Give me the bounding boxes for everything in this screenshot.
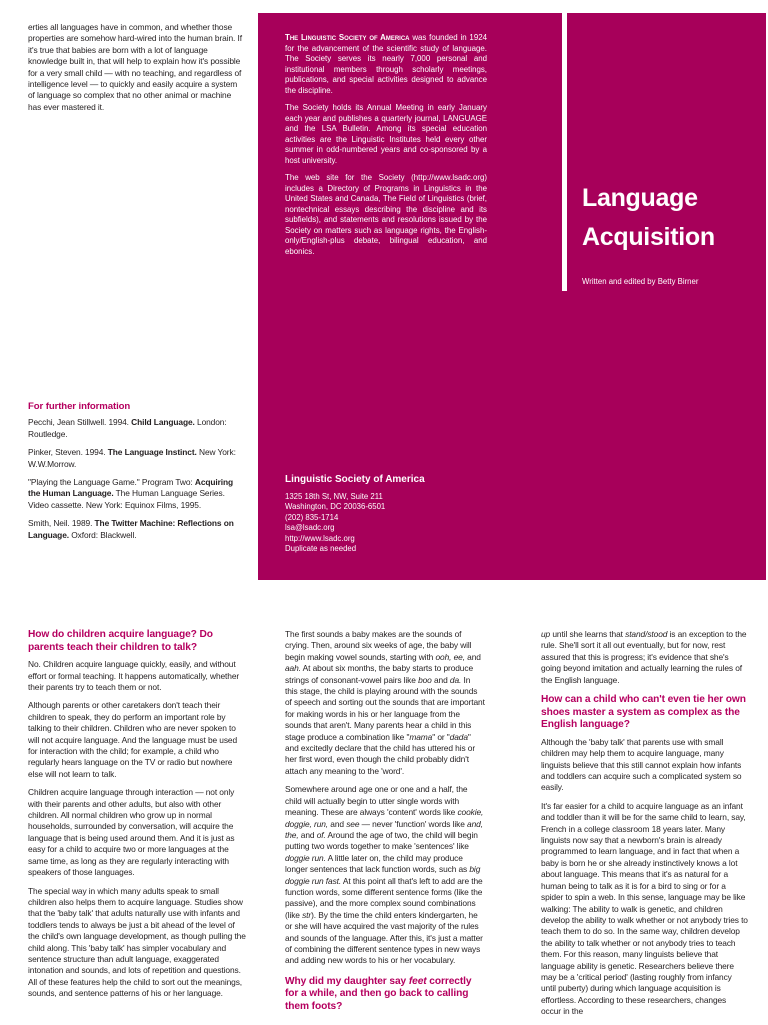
further-info-heading: For further information — [28, 401, 131, 412]
paragraph: The special way in which many adults speak to small children also helps them to acquire language. Studies show that the 'baby talk' that adults naturally use with infants and toddlers tends to always be just a bit ahead of the level of the child's own language development, as though pulling the child along. This 'baby talk' has simpler vocabulary and sentence structure than adult language, exaggerated intonation and sounds, and lots of repetition and questions. All of these features help the child to sort out the meanings, sounds, and sentence patterns of his or her language. — [28, 885, 246, 999]
text: — never 'function' words like — [359, 818, 468, 829]
bottom-middle-column — [285, 629, 485, 1019]
reference-title: Child Language. — [131, 417, 195, 428]
example: up — [541, 629, 551, 639]
text: At this point all that's left to add are the function words, some different sentence forms (like the passive), and the more complex sound combinations (like — [285, 875, 483, 920]
contact-address-2: Washington, DC 20036-6501 — [285, 502, 386, 512]
bottom-right-column — [541, 629, 748, 1025]
example: of. — [316, 829, 326, 840]
reference-publisher: New York: W.W.Morrow. — [28, 447, 236, 469]
reference-author: Pecchi, Jean Stillwell. 1994. — [28, 417, 132, 428]
example: da. — [449, 674, 462, 685]
byline: Written and edited by Betty Birner — [582, 277, 699, 286]
paragraph: It's far easier for a child to acquire language as an infant and toddler than it will be for the same child to learn, say, French in a college classroom 18 years later. Many linguists now say that a newborn's brain is already programmed to learn language, and in fact that when a baby is born he or she already instinctively knows a lot about language. This means that it's as natural for a human being to talk as it is for a bird to sing or for a spider to spin a web. In this sense, language may be like walking: The ability to walk is genetic, and children develop the ability to walk whether or not anybody tries to teach them to do so. In the same way, children develop the ability to talk whether or not anybody tries to teach them. For this reason, many linguists believe that language ability is genetic. Researchers believe there may be a 'critical period' (lasting roughly from infancy until puberty) during which language acquisition is effortless. According to these researchers, changes occur in the — [541, 800, 748, 1017]
text: The first sounds a baby makes are the sounds of crying. Then, around six weeks of age, the baby will begin making vowel sounds, starting with — [285, 629, 472, 662]
reference-publisher: London: Routledge. — [28, 417, 227, 439]
text: Around the age of two, the child will begin putting two words together to make 'sentences' like — [285, 829, 478, 852]
society-para-2: The Society holds its Annual Meeting in early January each year and publishes a quarterly journal, LANGUAGE and the LSA Bulletin. Among its special education activities are the Linguistic Institutes held every other summer in odd-numbered years and co-sponsored by a host university. — [285, 103, 487, 165]
section-heading-shoes: How can a child who can't even tie her own shoes master a system as complex as the English language? — [541, 694, 746, 731]
text: until she learns that — [550, 629, 626, 639]
text: and — [431, 674, 450, 685]
reference-publisher: The Human Language Series. Video cassette. New York: Equinox Films, 1995. — [28, 488, 225, 510]
text: and — [298, 829, 317, 840]
document-title — [582, 179, 715, 257]
example: doggie run. — [285, 852, 326, 863]
section-heading-how-do-children: How do children acquire language? Do parents teach their children to talk? — [28, 629, 213, 653]
example: aah. — [285, 663, 301, 674]
example: big doggie run fast. — [285, 864, 481, 886]
example: dada — [449, 731, 468, 742]
reference-author: Pinker, Steven. 1994. — [28, 447, 108, 458]
reference-title: The Twitter Machine: Reflections on Language. — [28, 518, 234, 540]
text: correctly for a while, and then go back to calling them foots? — [285, 975, 472, 1012]
top-left-column — [28, 22, 243, 120]
contact-website: http://www.lsadc.org — [285, 533, 355, 543]
reference-publisher: Oxford: Blackwell. — [68, 529, 137, 540]
paragraph: Although parents or other caretakers don't teach their children to speak, they do perform an important role by talking to their children. Children who are never spoken to will not acquire language. And the language must be used for interaction with the child; for example, a child who regularly hears language on the TV or radio but nowhere else will not learn to talk. — [28, 700, 238, 779]
cover-panel — [258, 13, 766, 580]
society-para-3: The web site for the Society (http://www.lsadc.org) includes a Directory of Programs in Linguistics in the United States and Canada, The Field of Linguistics (brief, nontechnical essays describing the discipline and its subfields), and statements and resolutions issued by the Society on matters such as language rights, the English-only/English-plus debate, bilingual education, and ebonics. — [285, 173, 487, 256]
reference-title: Acquiring the Human Language. — [28, 477, 234, 499]
panel-divider-line — [562, 13, 567, 291]
title-line-1: Language — [582, 184, 698, 212]
contact-address-1: 1325 18th St, NW, Suite 211 — [285, 492, 383, 501]
paragraph: No. Children acquire language quickly, easily, and without effort or formal teaching. It happens automatically, whether their parents try to teach them or not. — [28, 659, 240, 692]
text: Somewhere around age one or one and a half, the child will actually begin to utter single words with meaning. These are always 'content' words like — [285, 784, 468, 818]
paragraph-first-sounds — [285, 629, 485, 777]
society-para-1-text: was founded in 1924 for the advancement of the scientific study of language. The Society serves its nearly 7,000 personal and institutional members through scholarly meetings, publications, and special activities designed to advance the discipline. — [285, 33, 487, 95]
society-description — [285, 33, 487, 264]
contact-block — [285, 474, 505, 554]
text: and — [328, 818, 347, 829]
paragraph-single-words — [285, 784, 485, 967]
example: feet — [408, 975, 427, 987]
reference-list — [28, 417, 243, 541]
bottom-left-column — [28, 629, 246, 1007]
reference-item — [28, 518, 243, 541]
contact-heading: Linguistic Society of America — [285, 474, 425, 485]
example: and, the, — [285, 818, 483, 840]
text: " or " — [432, 731, 450, 742]
reference-item — [28, 447, 243, 470]
example: boo — [418, 674, 432, 685]
paragraph: Although the 'baby talk' that parents use with small children may help them to acquire language, many linguists believe that this still cannot explain how infants and toddlers can acquire such a complicated system so easily. — [541, 736, 742, 793]
section-heading-feet — [285, 976, 485, 1014]
text: In this stage, the child is playing around with the sounds of speech and sorting out the sounds that are important for making words in his or her language from the sounds that aren't. Many parents hear a child in this stage produce a combination like " — [285, 674, 485, 742]
example: see — [346, 818, 360, 829]
reference-author: Smith, Neil. 1989. — [28, 518, 95, 529]
text: and — [464, 651, 481, 662]
example: stand/stood — [625, 629, 668, 639]
paragraph: Children acquire language through interaction — not only with their parents and other adults, but also with other children. All normal children who grow up in normal households, surrounded by conversation, will acquire the language that is being used around them. And it is just as easy for a child to acquire two or more languages at the same time, as long as they are regularly interacting with speakers of those languages. — [28, 787, 235, 878]
text: ). By the time the child enters kindergarten, he or she will have acquired the vast majority of the rules and sounds of the language. After this, it's just a matter of combining the different sentence types in new ways and adding new words to his or her vocabulary. — [285, 909, 483, 966]
example: str — [302, 909, 312, 920]
example: ooh, ee, — [435, 651, 465, 662]
duplicate-note: Duplicate as needed — [285, 544, 357, 554]
contact-email: lsa@lsadc.org — [285, 523, 335, 533]
title-line-2: Acquisition — [582, 223, 715, 251]
further-information-section — [28, 401, 243, 548]
society-name: The Linguistic Society of America — [285, 33, 410, 42]
text: " and excitedly declare that the child has uttered his or her first word, even though the child probably didn't attach any meaning to the 'word'. — [285, 731, 476, 776]
text: Why did my daughter say — [285, 975, 409, 987]
example: mama — [409, 731, 433, 742]
reference-author: "Playing the Language Game." Program Two: — [28, 477, 195, 488]
text: is an exception to the rule. She'll sort it all out eventually, but for now, rest assured that this is progress; it's evidence that she's going beyond imitation and actually learning the rules of the English language. — [541, 629, 747, 685]
reference-item — [28, 417, 243, 440]
society-para-1 — [285, 33, 487, 96]
example: cookie, doggie, run, — [285, 807, 484, 829]
reference-title: The Language Instinct. — [107, 447, 197, 458]
reference-item — [28, 477, 243, 511]
text: At about six months, the baby starts to produce strings of consonant-vowel pairs like — [285, 663, 474, 685]
paragraph-continued — [541, 629, 748, 686]
intro-paragraph: erties all languages have in common, and whether those properties are somehow hard-wired into the human brain. If it's true that babies are born with a lot of language knowledge built in, that will help to explain how it's possible for a very small child — with no teaching, and regardless of intelligence level — to quickly and easily acquire a system of language so complex that no other animal or machine has ever mastered it. — [28, 22, 242, 112]
text: A little later on, the child may produce longer sentences that lack function words, such as — [285, 852, 470, 875]
contact-phone: (202) 835-1714 — [285, 512, 339, 522]
